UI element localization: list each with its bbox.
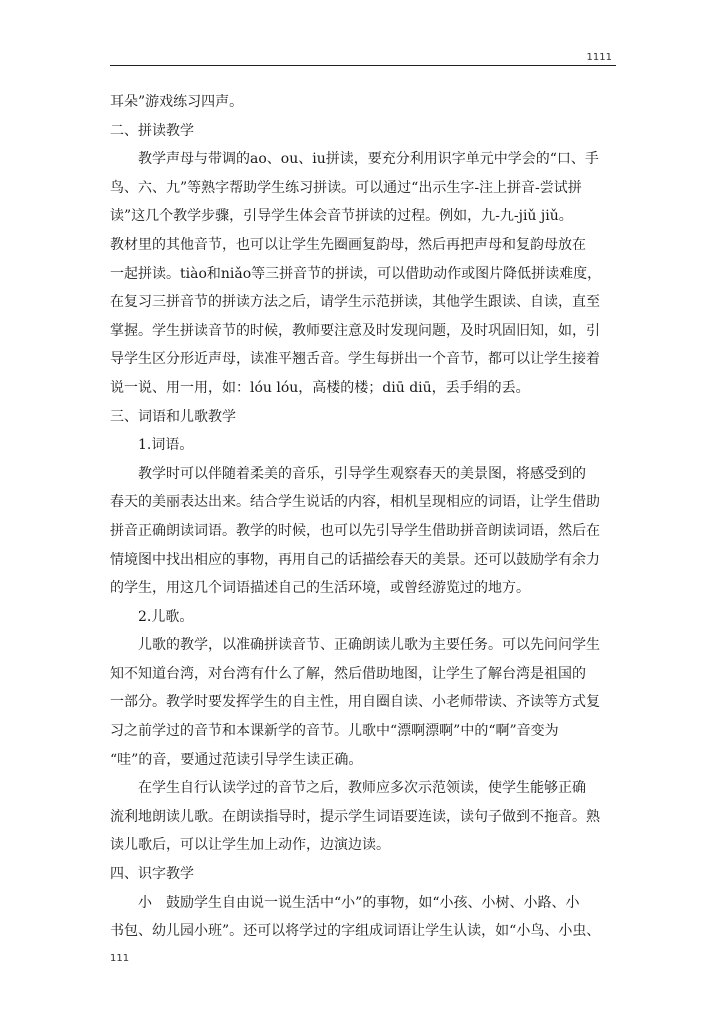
paragraph-line: 在复习三拼音节的拼读方法之后，请学生示范拼读，其他学生跟读、自读，直至 bbox=[110, 294, 600, 311]
paragraph-line: 小 鼓励学生自由说一说生活中“小”的事物，如“小孩、小树、小路、小 bbox=[138, 894, 580, 911]
subsection-heading: 2.儿歌。 bbox=[138, 608, 194, 625]
section-heading: 三、词语和儿歌教学 bbox=[110, 408, 236, 425]
document-body bbox=[110, 88, 618, 946]
section-heading: 二、拼读教学 bbox=[110, 122, 194, 139]
paragraph-line: 在学生自行认读学过的音节之后，教师应多次示范领读，使学生能够正确 bbox=[138, 780, 586, 797]
paragraph-line: 儿歌的教学，以准确拼读音节、正确朗读儿歌为主要任务。可以先问问学生 bbox=[138, 637, 600, 654]
paragraph-line: 鸟、六、九”等熟字帮助学生练习拼读。可以通过“出示生字-注上拼音-尝试拼 bbox=[110, 179, 582, 196]
paragraph-line: 习之前学过的音节和本课新学的音节。儿歌中“漂啊漂啊”中的“啊”音变为 bbox=[110, 723, 559, 740]
paragraph-line: 的学生，用这几个词语描述自己的生活环境，或曾经游览过的地方。 bbox=[110, 580, 530, 597]
paragraph-line: 情境图中找出相应的事物，再用自己的话描绘春天的美景。还可以鼓励学有余力 bbox=[110, 551, 600, 568]
paragraph-line: 教材里的其他音节，也可以让学生先圈画复韵母，然后再把声母和复韵母放在 bbox=[110, 236, 586, 253]
subsection-heading: 1.词语。 bbox=[138, 437, 194, 454]
paragraph-line: 教学声母与带调的ao、ou、iu拼读，要充分利用识字单元中学会的“口、手 bbox=[138, 151, 599, 168]
footer-page-number: 111 bbox=[110, 953, 130, 964]
paragraph-line: 读儿歌后，可以让学生加上动作，边演边读。 bbox=[110, 837, 390, 854]
paragraph-line: 教学时可以伴随着柔美的音乐，引导学生观察春天的美景图，将感受到的 bbox=[138, 465, 586, 482]
paragraph-line: 读”这几个教学步骤，引导学生体会音节拼读的过程。例如，九-九-jiǔ jiǔ。 bbox=[110, 208, 573, 225]
paragraph-line: 拼音正确朗读词语。教学的时候，也可以先引导学生借助拼音朗读词语，然后在 bbox=[110, 522, 600, 539]
paragraph-line: 一起拼读。tiào和niǎo等三拼音节的拼读，可以借助动作或图片降低拼读难度， bbox=[110, 265, 602, 282]
paragraph-line: 春天的美丽表达出来。结合学生说话的内容，相机呈现相应的词语，让学生借助 bbox=[110, 494, 600, 511]
paragraph-line: 一部分。教学时要发挥学生的自主性，用自圈自读、小老师带读、齐读等方式复 bbox=[110, 694, 600, 711]
paragraph-line: 耳朵”游戏练习四声。 bbox=[110, 94, 244, 110]
header-page-number: 1111 bbox=[586, 52, 612, 63]
paragraph-line: 导学生区分形近声母，读准平翘舌音。学生每拼出一个音节，都可以让学生接着 bbox=[110, 351, 600, 368]
paragraph-line: 掌握。学生拼读音节的时候，教师要注意及时发现问题，及时巩固旧知，如，引 bbox=[110, 322, 600, 339]
section-heading: 四、识字教学 bbox=[110, 866, 194, 883]
header-rule bbox=[110, 65, 616, 66]
paragraph-line: 书包、幼儿园小班”。还可以将学过的字组成词语让学生认读，如“小鸟、小虫、 bbox=[110, 923, 601, 940]
paragraph-line: 流利地朗读儿歌。在朗读指导时，提示学生词语要连读，读句子做到不拖音。熟 bbox=[110, 808, 600, 825]
paragraph-line: 说一说、用一用，如：lóu lóu，高楼的楼；diū diū，丢手绢的丢。 bbox=[110, 379, 530, 396]
paragraph-line: 知不知道台湾，对台湾有什么了解，然后借助地图，让学生了解台湾是祖国的 bbox=[110, 665, 586, 682]
paragraph-line: “哇”的音，要通过范读引导学生读正确。 bbox=[110, 751, 363, 768]
